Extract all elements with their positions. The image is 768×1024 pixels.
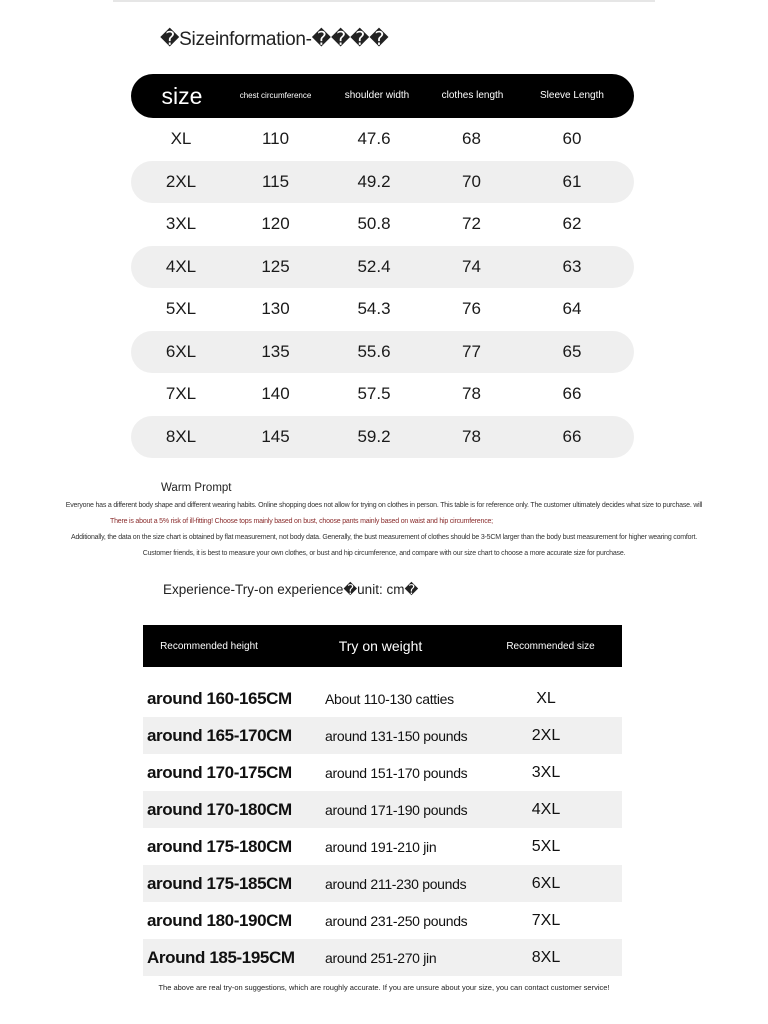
table-row [143, 754, 622, 791]
table-row [131, 416, 634, 459]
cell-shoulder: 49.2 [357, 171, 391, 191]
cell-size: 8XL [165, 426, 197, 446]
size-info-title: �Sizeinformation-���� [160, 29, 389, 50]
experience-title: Experience-Try-on experience�unit: cm� [163, 582, 419, 597]
cell-size: 2XL [165, 171, 197, 191]
cell-shoulder: 54.3 [357, 299, 391, 319]
cell-size: 5XL [165, 299, 197, 319]
cell-chest: 140 [261, 384, 290, 404]
cell-length: 74 [462, 256, 481, 276]
cell-height: around 160-165CM [147, 688, 292, 708]
cell-shoulder: 57.5 [357, 384, 391, 404]
cell-length: 72 [462, 214, 481, 234]
table-row [131, 246, 634, 289]
cell-size: 6XL [165, 341, 197, 361]
cell-weight: around 131-150 pounds [325, 727, 468, 744]
cell-recommended-size: 4XL [531, 800, 561, 818]
cell-recommended-size: 7XL [531, 911, 561, 929]
cell-weight: around 231-250 pounds [325, 912, 468, 929]
cell-recommended-size: 3XL [531, 763, 561, 781]
cell-chest: 135 [261, 341, 290, 361]
warm-prompt-line-2: There is about a 5% risk of ill-fitting! Choose tops mainly based on bust, choose pants mainly based on waist and hip circumference; [110, 518, 493, 525]
cell-length: 76 [462, 299, 481, 319]
top-divider [113, 0, 655, 2]
cell-sleeve: 65 [562, 341, 582, 361]
cell-sleeve: 61 [562, 171, 582, 191]
cell-weight: around 151-170 pounds [325, 764, 468, 781]
cell-recommended-size: 8XL [531, 948, 561, 966]
table-row [143, 828, 622, 865]
cell-length: 77 [462, 341, 481, 361]
cell-weight: around 211-230 pounds [325, 875, 467, 892]
cell-recommended-size: 2XL [531, 726, 561, 744]
cell-weight: About 110-130 catties [325, 690, 454, 707]
cell-chest: 130 [261, 299, 290, 319]
warm-prompt-line-1: Everyone has a different body shape and different wearing habits. Online shopping does not allow for trying on clothes in person. This table is for reference only. The customer ultimately decides what size to purchase. will [65, 502, 703, 509]
header-height: Recommended height [160, 640, 258, 652]
experience-table [143, 625, 622, 976]
warm-prompt-line-4: Customer friends, it is best to measure your own clothes, or bust and hip circumference, and compare with our size chart to choose a more accurate size for purchase. [142, 550, 626, 557]
header-size: size [161, 82, 203, 109]
cell-height: Around 185-195CM [147, 947, 295, 967]
header-weight: Try on weight [338, 637, 423, 654]
cell-sleeve: 62 [562, 214, 582, 234]
table-row [143, 865, 622, 902]
cell-shoulder: 50.8 [357, 214, 391, 234]
header-shoulder: shoulder width [344, 89, 410, 101]
cell-recommended-size: 6XL [531, 874, 561, 892]
cell-sleeve: 64 [562, 299, 582, 319]
cell-weight: around 191-210 jin [325, 838, 437, 855]
cell-size: XL [170, 129, 192, 149]
header-recommended-size: Recommended size [506, 640, 595, 652]
table-row [131, 203, 634, 246]
cell-chest: 110 [261, 129, 290, 149]
cell-recommended-size: XL [536, 689, 556, 707]
cell-chest: 145 [261, 426, 290, 446]
table-row [143, 717, 622, 754]
cell-sleeve: 63 [562, 256, 582, 276]
cell-length: 68 [462, 129, 481, 149]
warm-prompt-line-3: Additionally, the data on the size chart is obtained by flat measurement, not body data. Generally, the bust measurement of clothes should be 3-5CM larger than the body bust measurement for higher wearing comfort. [70, 534, 697, 541]
cell-shoulder: 52.4 [357, 256, 391, 276]
cell-sleeve: 66 [562, 384, 582, 404]
warm-prompt-title: Warm Prompt [161, 482, 232, 494]
cell-length: 78 [462, 384, 481, 404]
table-row [143, 939, 622, 976]
cell-shoulder: 59.2 [357, 426, 391, 446]
table-row [143, 791, 622, 828]
cell-weight: around 251-270 jin [325, 949, 437, 966]
footnote: The above are real try-on suggestions, which are roughly accurate. If you are unsure about your size, you can contact customer service! [158, 983, 610, 992]
cell-size: 3XL [165, 214, 197, 234]
table-row [143, 902, 622, 939]
table-row [131, 118, 634, 161]
cell-chest: 115 [261, 171, 290, 191]
table-row [143, 680, 622, 717]
cell-sleeve: 66 [562, 426, 582, 446]
table-row [131, 331, 634, 374]
cell-size: 7XL [165, 384, 197, 404]
header-chest: chest circumference [239, 91, 312, 100]
cell-shoulder: 47.6 [357, 129, 391, 149]
cell-height: around 175-185CM [147, 873, 292, 893]
header-sleeve: Sleeve Length [540, 89, 604, 101]
cell-height: around 180-190CM [147, 910, 292, 930]
cell-shoulder: 55.6 [357, 341, 391, 361]
cell-recommended-size: 5XL [531, 837, 561, 855]
cell-height: around 170-175CM [147, 762, 292, 782]
experience-table-header [143, 625, 622, 667]
cell-height: around 170-180CM [147, 799, 292, 819]
cell-weight: around 171-190 pounds [325, 801, 468, 818]
cell-sleeve: 60 [562, 129, 582, 149]
table-row [131, 373, 634, 416]
cell-length: 70 [462, 171, 481, 191]
cell-height: around 165-170CM [147, 725, 292, 745]
cell-chest: 120 [261, 214, 290, 234]
cell-height: around 175-180CM [147, 836, 292, 856]
table-row [131, 161, 634, 204]
cell-size: 4XL [165, 256, 197, 276]
cell-chest: 125 [261, 256, 290, 276]
header-length: clothes length [441, 89, 504, 101]
cell-length: 78 [462, 426, 481, 446]
size-table [131, 74, 634, 458]
table-row [131, 288, 634, 331]
size-table-header [131, 74, 634, 118]
